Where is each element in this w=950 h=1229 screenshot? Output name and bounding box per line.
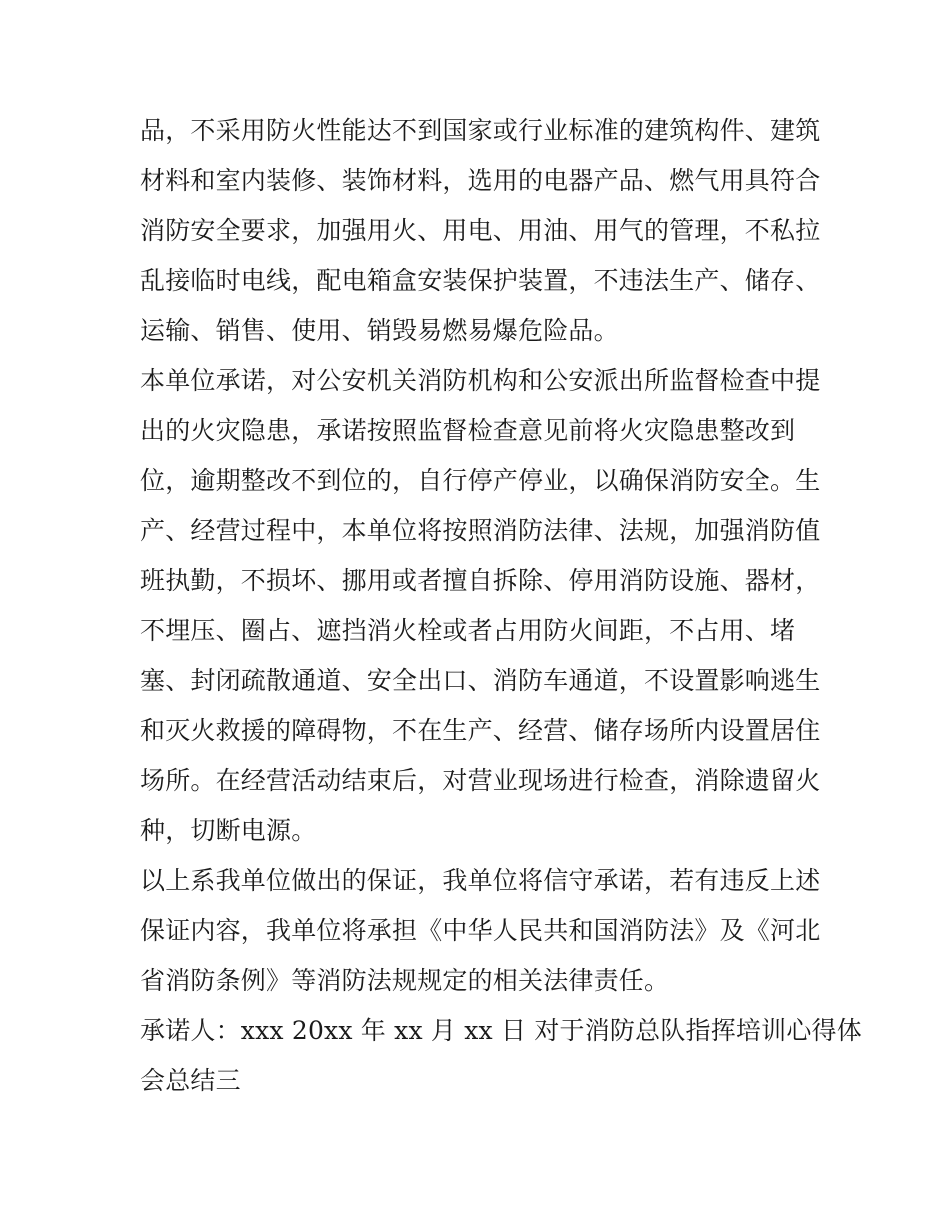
text-line: 场所。在经营活动结束后，对营业现场进行检查，消除遗留火 [140,766,821,795]
text-line: 班执勤，不损坏、挪用或者擅自拆除、停用消防设施、器材， [140,566,821,595]
text-line: 消防安全要求，加强用火、用电、用油、用气的管理，不私拉 [140,216,821,245]
text-line: 乱接临时电线，配电箱盒安装保护装置，不违法生产、储存、 [140,266,821,295]
text-line: 承诺人：xxx 20xx 年 xx 月 xx 日 对于消防总队指挥培训心得体 [140,1016,862,1045]
text-line: 会总结三 [140,1066,241,1095]
text-line: 以上系我单位做出的保证，我单位将信守承诺，若有违反上述 [140,866,821,895]
text-line: 保证内容，我单位将承担《中华人民共和国消防法》及《河北 [140,916,821,945]
text-line: 塞、封闭疏散通道、安全出口、消防车通道，不设置影响逃生 [140,666,821,695]
text-line: 本单位承诺，对公安机关消防机构和公安派出所监督检查中提 [140,366,821,395]
text-line: 位，逾期整改不到位的，自行停产停业，以确保消防安全。生 [140,466,821,495]
text-line: 不埋压、圈占、遮挡消火栓或者占用防火间距，不占用、堵 [140,616,796,645]
text-line: 运输、销售、使用、销毁易燃易爆危险品。 [140,316,619,345]
text-line: 材料和室内装修、装饰材料，选用的电器产品、燃气用具符合 [140,166,821,195]
text-line: 品，不采用防火性能达不到国家或行业标准的建筑构件、建筑 [140,116,821,145]
text-line: 产、经营过程中，本单位将按照消防法律、法规，加强消防值 [140,516,821,545]
text-line: 种，切断电源。 [140,816,317,845]
text-line: 和灭火救援的障碍物，不在生产、经营、储存场所内设置居住 [140,716,821,745]
text-line: 省消防条例》等消防法规规定的相关法律责任。 [140,966,670,995]
text-line: 出的火灾隐患，承诺按照监督检查意见前将火灾隐患整改到 [140,416,796,445]
